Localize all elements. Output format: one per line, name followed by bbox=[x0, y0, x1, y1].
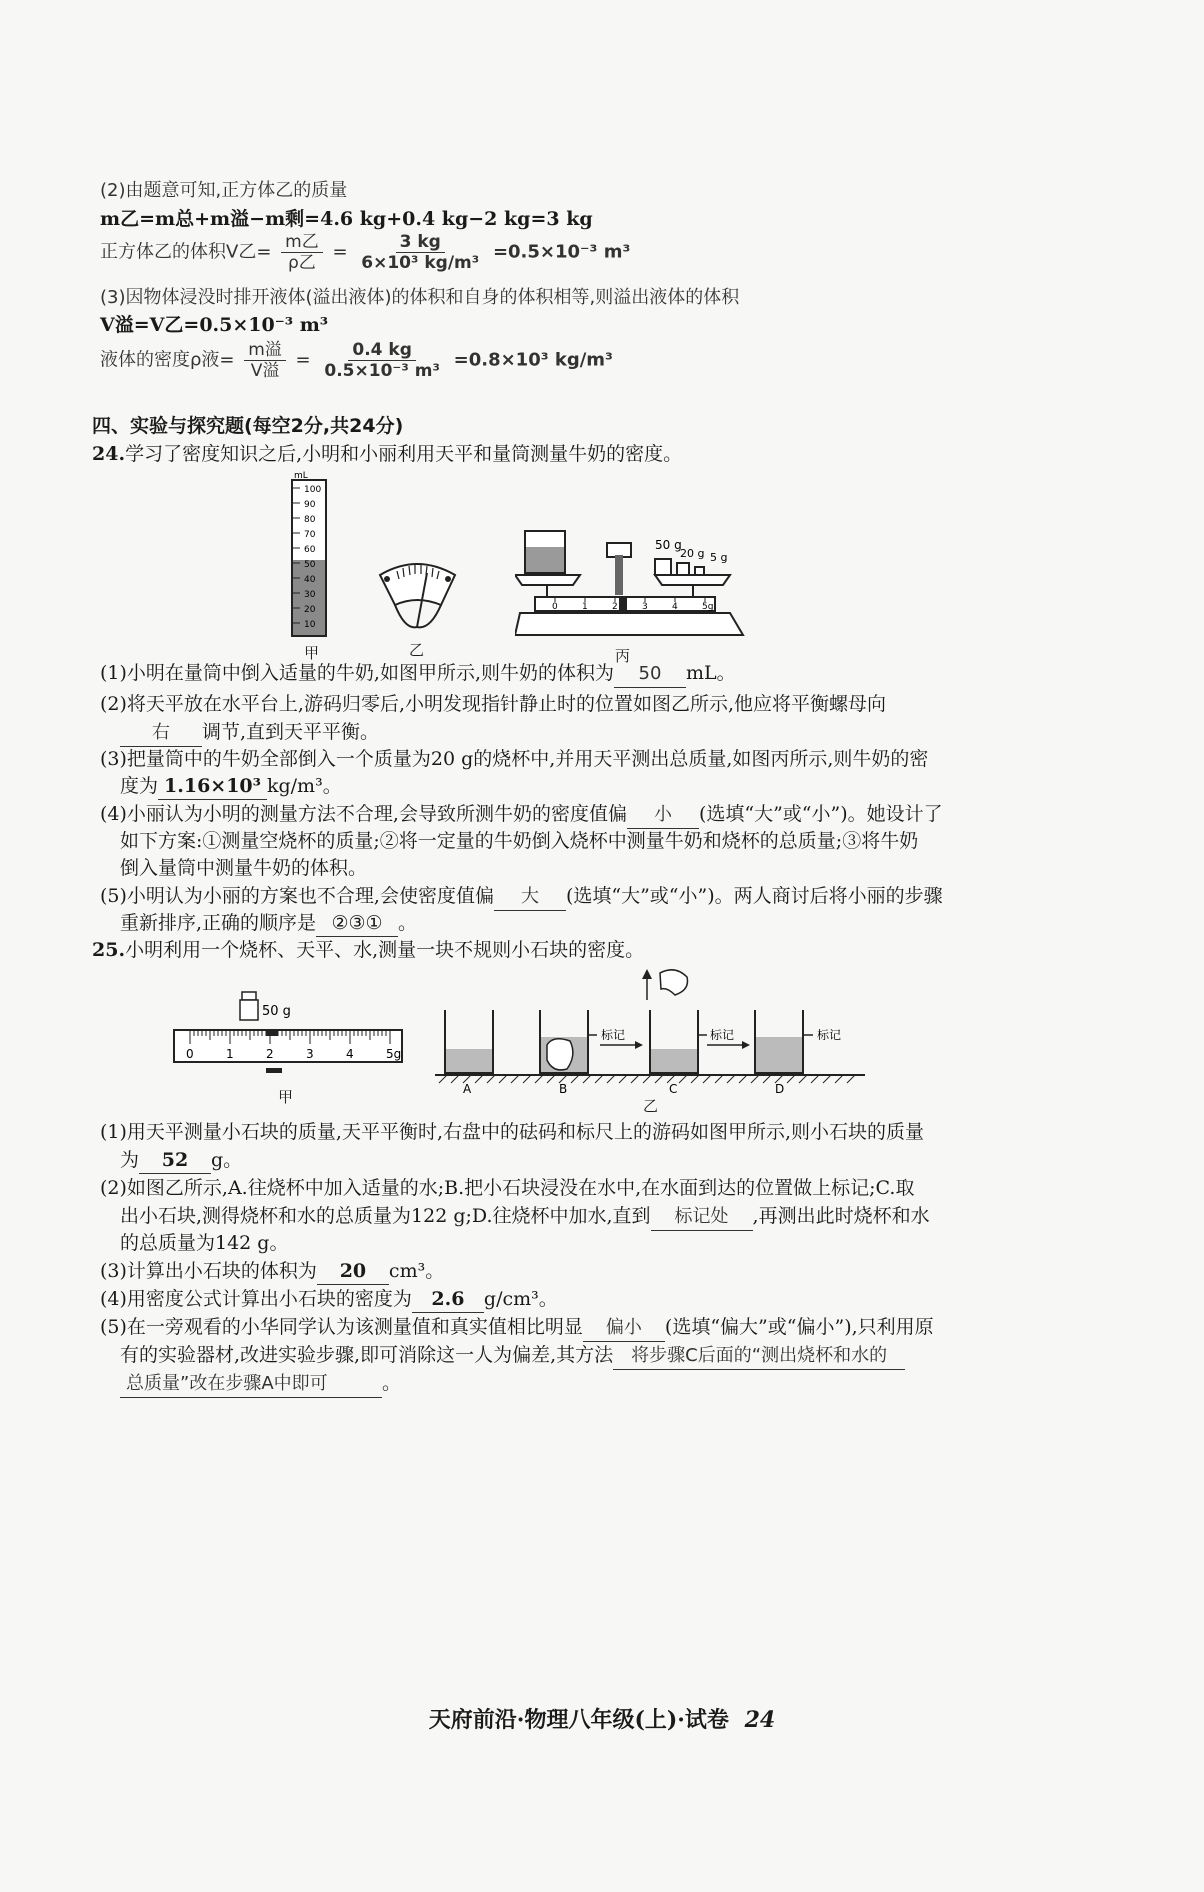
balance-tick-label: 3 bbox=[642, 602, 648, 612]
weight-50g: 50 g bbox=[655, 538, 682, 552]
q25-s5-line2 bbox=[120, 1342, 905, 1370]
dial-svg bbox=[375, 555, 460, 635]
q25-number: 25. bbox=[92, 939, 126, 961]
beaker-label-c: C bbox=[669, 1082, 678, 1095]
solution-p2-volume bbox=[100, 232, 630, 273]
q25-s2-line3: 的总质量为142 g。 bbox=[120, 1232, 289, 1254]
fraction-m-over-rho bbox=[281, 232, 323, 273]
frac-den: 6×10³ kg/m³ bbox=[361, 253, 480, 273]
q25-s2-text2: ,再测出此时烧杯和水 bbox=[752, 1205, 930, 1227]
q25-s3-text: (3)计算出小石块的体积为 bbox=[100, 1260, 317, 1282]
q25-scale-tick-label: 2 bbox=[266, 1047, 274, 1061]
q25-s5-line1 bbox=[100, 1314, 934, 1342]
q24-s5-text: (5)小明认为小丽的方案也不合理,会使密度值偏 bbox=[100, 885, 494, 907]
beaker-label-a: A bbox=[463, 1082, 472, 1095]
page-footer bbox=[0, 1703, 1204, 1734]
q24-s5-text3: 重新排序,正确的顺序是 bbox=[120, 912, 317, 934]
cylinder-tick-label: 60 bbox=[304, 545, 316, 555]
q24-s3-line1: (3)把量筒中的牛奶全部倒入一个质量为20 g的烧杯中,并用天平测出总质量,如图丙所示,则牛奶的密 bbox=[100, 748, 929, 770]
q24-s5-text2: (选填“大”或“小”)。两人商讨后将小丽的步骤 bbox=[565, 885, 943, 907]
q25-scale-tick-label: 5g bbox=[386, 1047, 402, 1061]
q25-weight-label: 50 g bbox=[262, 1004, 291, 1019]
q24-figure-balance bbox=[515, 525, 755, 665]
q24-s2-answer: 右 bbox=[120, 720, 202, 747]
q25-stem-text: 小明利用一个烧杯、天平、水,测量一块不规则小石块的密度。 bbox=[125, 939, 645, 961]
q24-s3-line2 bbox=[120, 773, 342, 800]
q24-s5-line1 bbox=[100, 883, 943, 911]
cylinder-unit: mL bbox=[294, 471, 308, 481]
q24-s4-text2: (选填“大”或“小”)。她设计了 bbox=[698, 803, 943, 825]
q24-s4-line1 bbox=[100, 801, 943, 829]
density-prefix: 液体的密度ρ液= bbox=[100, 349, 235, 371]
beaker-label-b: B bbox=[559, 1082, 568, 1095]
q24-s1-unit: mL。 bbox=[686, 662, 736, 684]
q25-scale-tick-label: 4 bbox=[346, 1047, 354, 1061]
q24-s3-unit: kg/m³。 bbox=[266, 775, 342, 797]
q24-s5-answer: 大 bbox=[494, 884, 566, 911]
mark-label-d: 标记 bbox=[817, 1028, 842, 1042]
frac-num: m溢 bbox=[244, 340, 286, 361]
cylinder-tick-label: 70 bbox=[304, 530, 316, 540]
solution-p2-equation: m乙=m总+m溢−m剩=4.6 kg+0.4 kg−2 kg=3 kg bbox=[100, 208, 593, 230]
balance-tick-label: 5g bbox=[702, 602, 714, 612]
q24-s2-text: 调节,直到天平平衡。 bbox=[202, 721, 380, 743]
q25-s2-line2 bbox=[120, 1203, 930, 1231]
q25-s1-answer: 52 bbox=[139, 1147, 211, 1174]
q25-s5-answer3: 总质量”改在步骤A中即可 bbox=[120, 1371, 382, 1398]
q25-scale-tick-label: 3 bbox=[306, 1047, 314, 1061]
mark-label-c: 标记 bbox=[710, 1028, 735, 1042]
frac-num: 3 kg bbox=[396, 232, 445, 253]
q25-scale-tick-label: 0 bbox=[186, 1047, 194, 1061]
q24-figure-dial bbox=[375, 555, 460, 659]
q24-s2-line2 bbox=[120, 719, 379, 747]
equals: = bbox=[295, 349, 311, 371]
q25-s5-text3: 有的实验器材,改进实验步骤,即可消除这一人为偏差,其方法 bbox=[120, 1344, 614, 1366]
cylinder-tick-label: 90 bbox=[304, 500, 316, 510]
q25-s1-text: 为 bbox=[120, 1149, 140, 1171]
cylinder-tick-label: 100 bbox=[304, 485, 322, 495]
solution-p2-label: (2)由题意可知,正方体乙的质量 bbox=[100, 180, 348, 201]
q25-scale-svg bbox=[170, 990, 410, 1080]
q24-s3-answer: 1.16×10³ bbox=[158, 773, 267, 800]
cylinder-svg bbox=[280, 470, 340, 640]
q24-s5-line2 bbox=[120, 910, 417, 937]
cylinder-tick-label: 50 bbox=[304, 560, 316, 570]
volume-result: =0.5×10⁻³ m³ bbox=[492, 241, 631, 263]
cylinder-tick-label: 30 bbox=[304, 590, 316, 600]
q25-fig-jia: 甲 bbox=[278, 1088, 294, 1106]
fraction-values bbox=[357, 232, 483, 273]
q25-s1-unit: g。 bbox=[211, 1149, 243, 1171]
fraction-values bbox=[320, 340, 444, 381]
q24-stem bbox=[92, 441, 682, 467]
solution-p3-label: (3)因物体浸没时排开液体(溢出液体)的体积和自身的体积相等,则溢出液体的体积 bbox=[100, 287, 740, 308]
balance-tick-label: 0 bbox=[552, 602, 558, 612]
fig-label-yi: 乙 bbox=[409, 641, 425, 659]
q25-s1-line2 bbox=[120, 1147, 242, 1174]
q24-s5-end: 。 bbox=[398, 912, 418, 934]
q24-s2-line1: (2)将天平放在水平台上,游码归零后,小明发现指针静止时的位置如图乙所示,他应将平衡螺母向 bbox=[100, 693, 887, 715]
q24-s4-line2: 如下方案:①测量空烧杯的质量;②将一定量的牛奶倒入烧杯中测量牛奶和烧杯的总质量;③将牛奶 bbox=[120, 830, 919, 852]
q24-s4-answer: 小 bbox=[627, 802, 699, 829]
fraction-m-over-v bbox=[244, 340, 286, 381]
cylinder-tick-label: 20 bbox=[304, 605, 316, 615]
q25-s5-text: (5)在一旁观看的小华同学认为该测量值和真实值相比明显 bbox=[100, 1316, 583, 1338]
balance-tick-label: 1 bbox=[582, 602, 588, 612]
q24-stem-text: 学习了密度知识之后,小明和小丽利用天平和量筒测量牛奶的密度。 bbox=[125, 443, 683, 465]
fig-label-jia: 甲 bbox=[304, 644, 320, 662]
q24-figure-cylinder bbox=[280, 470, 340, 662]
q25-s4 bbox=[100, 1286, 558, 1313]
q25-figure-scale bbox=[170, 990, 410, 1106]
q25-s5-answer2: 将步骤C后面的“测出烧杯和水的 bbox=[613, 1343, 905, 1370]
frac-den: V溢 bbox=[250, 361, 280, 381]
density-result: =0.8×10³ kg/m³ bbox=[453, 349, 613, 371]
q25-s5-line3 bbox=[120, 1370, 401, 1398]
page-number: 24 bbox=[744, 1707, 776, 1733]
q25-s2-answer: 标记处 bbox=[651, 1204, 753, 1231]
frac-num: m乙 bbox=[281, 232, 323, 253]
frac-den: 0.5×10⁻³ m³ bbox=[324, 361, 440, 381]
q24-s4-line3: 倒入量筒中测量牛奶的体积。 bbox=[120, 857, 368, 879]
q24-s1-answer: 50 bbox=[614, 661, 686, 688]
q25-s3-unit: cm³。 bbox=[388, 1260, 445, 1282]
q24-number: 24. bbox=[92, 443, 126, 465]
q25-s2-text: 出小石块,测得烧杯和水的总质量为122 g;D.往烧杯中加水,直到 bbox=[120, 1205, 651, 1227]
frac-num: 0.4 kg bbox=[348, 340, 416, 361]
q25-s3-answer: 20 bbox=[317, 1258, 389, 1285]
footer-text: 天府前沿·物理八年级(上)·试卷 bbox=[428, 1707, 729, 1733]
balance-svg bbox=[515, 525, 755, 650]
balance-tick-label: 4 bbox=[672, 602, 678, 612]
frac-den: ρ乙 bbox=[288, 253, 316, 273]
q25-stem bbox=[92, 937, 644, 963]
q25-s5-text2: (选填“偏大”或“偏小”),只利用原 bbox=[664, 1316, 934, 1338]
weight-20g: 20 g bbox=[680, 547, 705, 560]
q24-s4-text: (4)小丽认为小明的测量方法不合理,会导致所测牛奶的密度值偏 bbox=[100, 803, 627, 825]
section-title: 四、实验与探究题(每空2分,共24分) bbox=[92, 415, 404, 437]
cylinder-tick-label: 10 bbox=[304, 620, 316, 630]
q24-s1 bbox=[100, 660, 736, 688]
q24-s3-text: 度为 bbox=[120, 775, 159, 797]
cylinder-tick-label: 80 bbox=[304, 515, 316, 525]
balance-tick-label: 2 bbox=[612, 602, 618, 612]
volume-prefix: 正方体乙的体积V乙= bbox=[100, 241, 272, 263]
q25-s5-end: 。 bbox=[382, 1372, 402, 1394]
weight-5g: 5 g bbox=[710, 551, 728, 564]
beaker-label-d: D bbox=[775, 1082, 785, 1095]
q25-s1-line1: (1)用天平测量小石块的质量,天平平衡时,右盘中的砝码和标尺上的游码如图甲所示,则小石块的质量 bbox=[100, 1121, 925, 1143]
q25-s4-answer: 2.6 bbox=[412, 1286, 484, 1313]
q25-scale-tick-label: 1 bbox=[226, 1047, 234, 1061]
solution-p3-density bbox=[100, 340, 613, 381]
q25-beakers-svg bbox=[435, 965, 865, 1095]
cylinder-tick-label: 40 bbox=[304, 575, 316, 585]
q25-s3 bbox=[100, 1258, 444, 1285]
q25-s4-text: (4)用密度公式计算出小石块的密度为 bbox=[100, 1288, 412, 1310]
mark-label-b: 标记 bbox=[601, 1028, 626, 1042]
q25-s5-answer: 偏小 bbox=[583, 1315, 665, 1342]
q25-figure-beakers bbox=[435, 965, 865, 1115]
q25-s4-unit: g/cm³。 bbox=[483, 1288, 558, 1310]
q24-s1-text: (1)小明在量筒中倒入适量的牛奶,如图甲所示,则牛奶的体积为 bbox=[100, 662, 614, 684]
fig-label-bing: 丙 bbox=[615, 647, 631, 665]
q25-fig-yi: 乙 bbox=[643, 1097, 659, 1115]
solution-p3-equation: V溢=V乙=0.5×10⁻³ m³ bbox=[100, 314, 329, 336]
equals: = bbox=[332, 241, 348, 263]
q25-s2-line1: (2)如图乙所示,A.往烧杯中加入适量的水;B.把小石块浸没在水中,在水面到达的位置做上标记;C.取 bbox=[100, 1177, 915, 1199]
q24-s5-answer2: ②③① bbox=[316, 910, 398, 937]
